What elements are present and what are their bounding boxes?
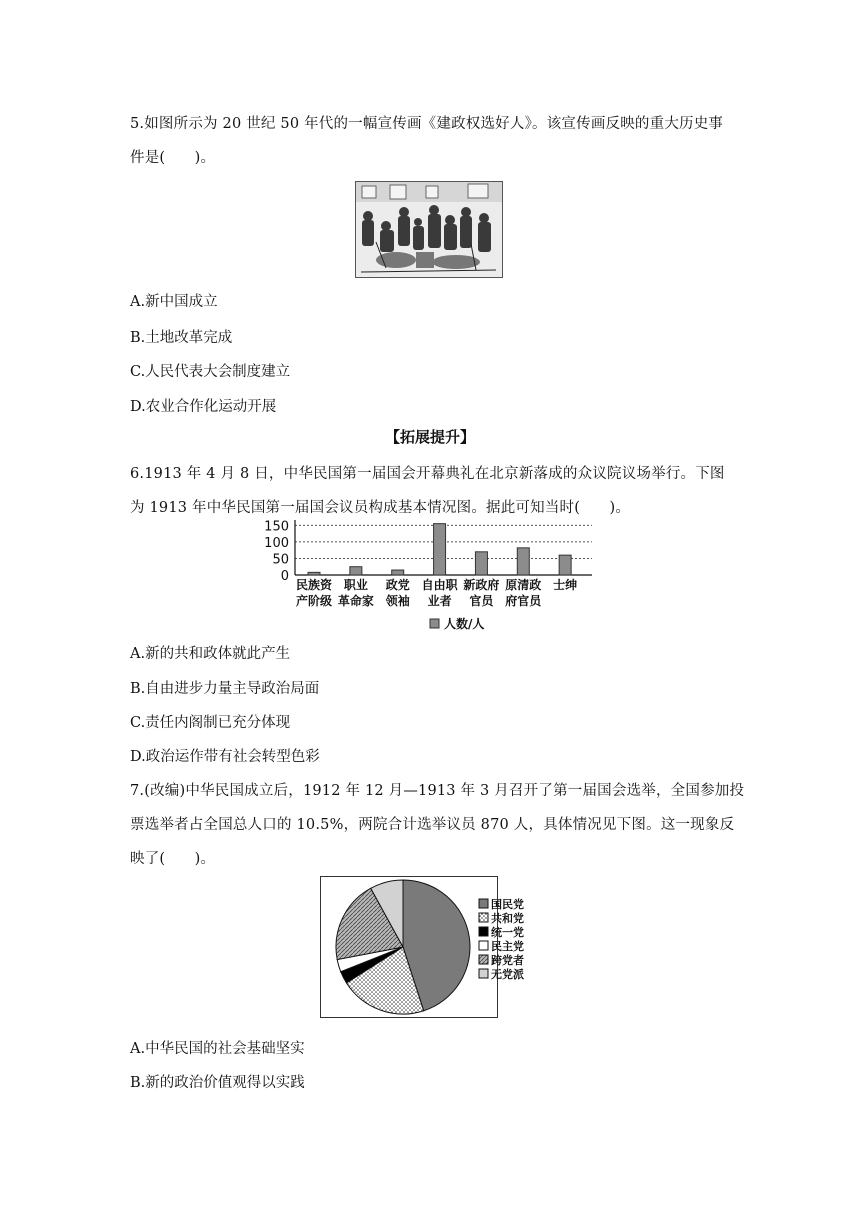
- pie-chart: [321, 877, 524, 1017]
- x-tick-label: 官员: [469, 594, 494, 608]
- x-tick-label: 职业: [343, 578, 368, 592]
- x-tick-label: 民族资: [295, 578, 333, 592]
- x-tick-label: 府官员: [505, 594, 542, 608]
- q6-option-d: D.政治运作带有社会转型色彩: [130, 749, 320, 765]
- q5-option-d: D.农业合作化运动开展: [130, 399, 277, 415]
- legend-swatch: [479, 955, 488, 964]
- bar: [434, 524, 446, 575]
- legend-swatch: [479, 969, 488, 978]
- bar: [517, 548, 529, 575]
- bar: [475, 552, 487, 575]
- legend-label: 无党派: [491, 968, 524, 981]
- x-tick-label: 士绅: [553, 578, 578, 592]
- y-tick-label: 50: [272, 552, 289, 568]
- x-tick-label: 革命家: [337, 594, 374, 608]
- legend-label: 国民党: [491, 898, 524, 911]
- x-tick-label: 产阶级: [295, 594, 333, 608]
- section-heading: 【拓展提升】: [384, 428, 475, 446]
- bar: [308, 572, 320, 575]
- q7-stem-line2: 票选举者占全国总人口的 10.5%，两院合计选举议员 870 人，具体情况见下图。这一现象反: [130, 817, 735, 833]
- q5-stem-line2: 件是( )。: [130, 150, 216, 166]
- q5-option-c: C.人民代表大会制度建立: [130, 364, 291, 380]
- x-tick-label: 业者: [427, 594, 452, 608]
- bar: [559, 555, 571, 575]
- q6-stem-line1: 6.1913 年 4 月 8 日，中华民国第一届国会开幕典礼在北京新落成的众议院议场举行。下图: [130, 466, 725, 482]
- pie-chart-frame: [320, 876, 524, 1018]
- q7-option-a: A.中华民国的社会基础坚实: [130, 1041, 305, 1057]
- legend-label: 人数/人: [444, 617, 485, 631]
- propaganda-painting-image: [355, 181, 503, 278]
- x-tick-label: 领袖: [385, 594, 410, 608]
- q5-option-a: A.新中国成立: [130, 294, 218, 310]
- bar: [392, 570, 404, 575]
- q5-stem-line1: 5.如图所示为 20 世纪 50 年代的一幅宣传画《建政权选好人》。该宣传画反映的重大历史事: [130, 116, 724, 132]
- q5-option-b: B.土地改革完成: [130, 330, 233, 346]
- x-tick-label: 自由职: [421, 578, 458, 592]
- q6-option-c: C.责任内阁制已充分体现: [130, 715, 291, 731]
- legend-swatch: [479, 927, 488, 936]
- bar: [350, 567, 362, 575]
- legend-swatch: [479, 941, 488, 950]
- x-tick-label: 原清政: [505, 578, 542, 592]
- q7-stem-line1: 7.(改编)中华民国成立后，1912 年 12 月—1913 年 3 月召开了第一届国会选举，全国参加投: [130, 783, 745, 799]
- legend-swatch: [479, 913, 488, 922]
- y-tick-label: 100: [264, 535, 289, 551]
- bar-chart: [265, 518, 600, 633]
- y-tick-label: 150: [264, 519, 289, 535]
- legend-label: 共和党: [491, 912, 524, 925]
- q6-option-a: A.新的共和政体就此产生: [130, 646, 291, 662]
- legend-label: 民主党: [491, 940, 524, 953]
- legend-label: 统一党: [491, 926, 524, 939]
- q7-stem-line3: 映了( )。: [130, 851, 216, 867]
- q7-option-b: B.新的政治价值观得以实践: [130, 1075, 305, 1091]
- x-tick-label: 新政府: [463, 578, 500, 592]
- legend-swatch: [479, 899, 488, 908]
- q6-stem-line2: 为 1913 年中华民国第一届国会议员构成基本情况图。据此可知当时( )。: [130, 500, 631, 516]
- y-tick-label: 0: [280, 569, 289, 584]
- legend-label: 跨党者: [491, 954, 524, 967]
- legend-swatch: [430, 619, 439, 628]
- q6-option-b: B.自由进步力量主导政治局面: [130, 681, 320, 697]
- x-tick-label: 政党: [385, 578, 410, 592]
